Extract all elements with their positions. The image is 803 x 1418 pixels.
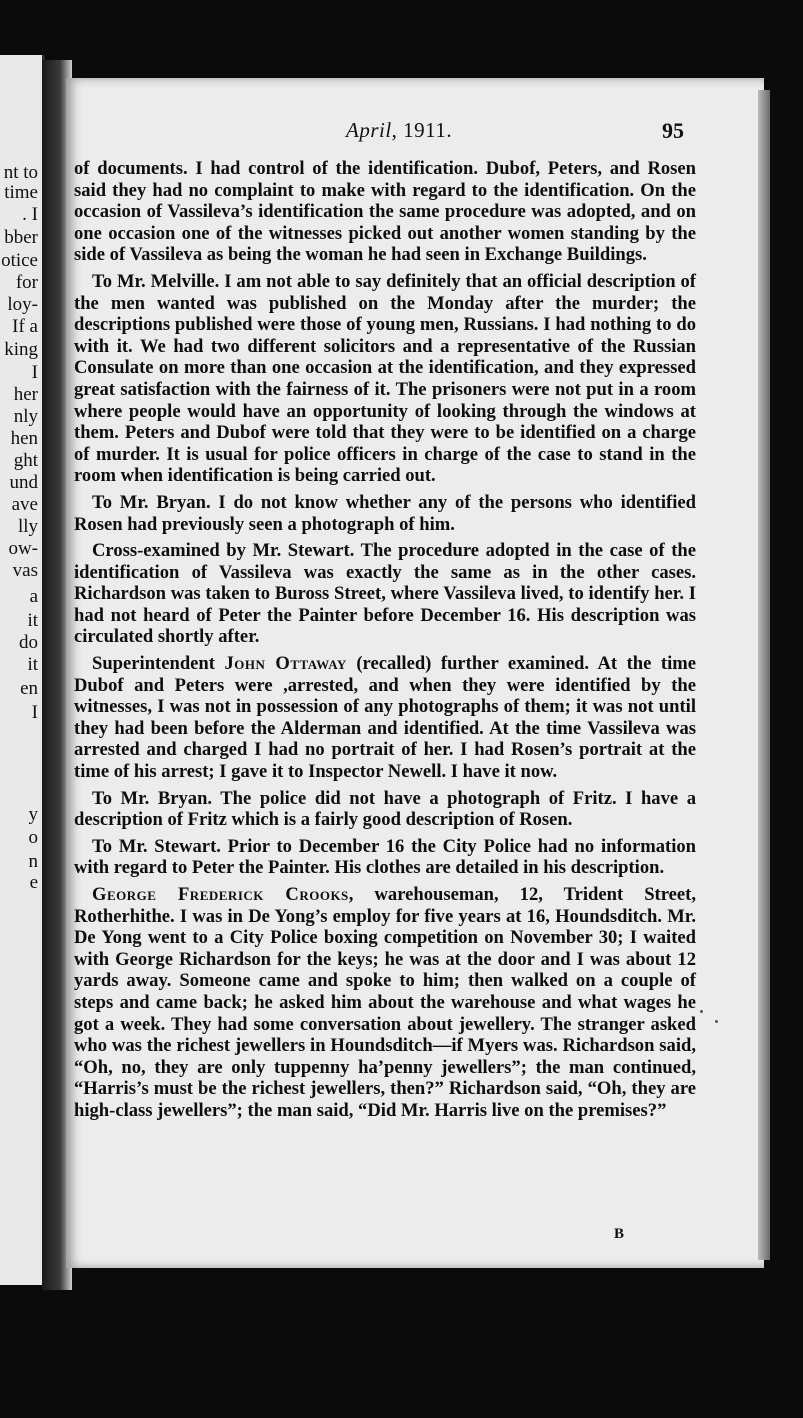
paragraph-6: To Mr. Bryan. The police did not have a photograph of Fritz. I have a description of Fritz which is a fairly good description of Rosen. <box>74 787 696 831</box>
paragraph-5 <box>74 653 696 783</box>
dust-speck <box>700 1010 703 1013</box>
page-number: 95 <box>662 118 684 143</box>
signature-mark: B <box>613 1226 624 1242</box>
facing-page-text-fragment: do <box>19 632 38 653</box>
facing-page-text-fragment: ow- <box>8 538 38 559</box>
facing-page-text-fragment: it <box>27 610 38 631</box>
page-header <box>66 118 764 148</box>
facing-page-text-fragment: king <box>4 339 38 360</box>
facing-page-text-fragment: If a <box>12 316 38 337</box>
paragraph-7: To Mr. Stewart. Prior to December 16 the City Police had no information with regard to Peter the Painter. His clothes are detailed in his description. <box>74 835 696 879</box>
page-body <box>74 158 696 1127</box>
facing-page-text-fragment: it <box>27 654 38 675</box>
witness-name-ottaway: John Ottaway <box>224 653 347 675</box>
paragraph-1: of documents. I had control of the identification. Dubof, Peters, and Rosen said they had no complaint to make with regard to the identification. On the occasion of Vassileva’s identification the same procedure was adopted, and on one occasion one of the witnesses picked out another women standing by the side of Vassileva as being the woman he had seen in Exchange Buildings. <box>74 158 696 266</box>
facing-page-text-fragment: lly <box>17 516 38 537</box>
facing-page-text-fragment: for <box>15 272 38 293</box>
facing-page-text-fragment: I <box>31 362 38 383</box>
header-month: April <box>346 118 392 142</box>
dust-speck <box>715 1020 718 1023</box>
facing-page-text-fragment: hen <box>10 428 38 449</box>
book-page <box>66 78 764 1268</box>
paragraph-3: To Mr. Bryan. I do not know whether any of the persons who identified Rosen had previously seen a photograph of him. <box>74 491 696 535</box>
facing-page-text-fragment: otice <box>1 250 38 271</box>
facing-page-text-fragment: . I <box>22 204 38 225</box>
facing-page-text-fragment: loy- <box>7 294 38 315</box>
facing-page-text-fragment: vas <box>12 560 38 581</box>
facing-page-text-fragment: ght <box>13 450 38 471</box>
page-edge <box>758 90 770 1260</box>
facing-page-text-fragment: o <box>28 827 38 848</box>
header-year: , 1911. <box>391 118 453 142</box>
facing-page-text-fragment: I <box>31 702 38 723</box>
facing-page-text-fragment: und <box>9 472 38 493</box>
facing-page-fragment <box>0 55 45 1285</box>
paragraph-2: To Mr. Melville. I am not able to say definitely that an official description of the men wanted was published on the Monday after the murder; the descriptions published were those of young men, Russians. I had nothing to do with it. We had two different solicitors and a representative of the Russian Consulate on more than one occasion at the identification, and they expressed great satisfaction with the fairness of it. The prisoners were not put in a room where people would have an opportunity of looking through the windows at them. Peters and Dubof were told that they were to be identified on a charge of murder. It is usual for police officers in charge of the case to stand in the room when identification is being carried out. <box>74 270 696 487</box>
facing-page-text-fragment: y <box>28 804 38 825</box>
facing-page-text-fragment: ave <box>11 494 38 515</box>
paragraph-5-text: (recalled) further examined. At the time Dubof and Peters were ,arrested, and when they were identified by the witnesses, I was not in possession of any photographs of them; it was not until they had been before the Alderman and identified. At the time Vassileva was arrested and charged I had no portrait of her. I had Rosen’s portrait at the time of his arrest; I gave it to Inspector Newell. I have it now. <box>74 653 696 783</box>
facing-page-text-fragment: nt to <box>3 162 38 183</box>
facing-page-text-fragment: bber <box>4 227 38 248</box>
paragraph-4: Cross-examined by Mr. Stewart. The procedure adopted in the case of the identification of Vassileva was exactly the same as in the other cases. Richardson was taken to Buross Street, where Vassileva lived, to identify her. I had not heard of Peter the Painter before December 16. His description was circulated shortly after. <box>74 540 696 648</box>
paragraph-8 <box>74 884 696 1122</box>
paragraph-8-text: , warehouseman, 12, Trident Street, Rotherhithe. I was in De Yong’s employ for five years at 16, Houndsditch. Mr. De Yong went to a City Police boxing competition on November 30; I waited with George Richardson for the keys; he was at the door and I was about 12 yards away. Someone came and spoke to him; then walked on a couple of steps and came back; he asked him about the warehouse and what wages he got a week. They had some conversation about jewellery. The stranger asked who was the richest jewellers in Houndsditch—if Myers was. Richardson said, “Oh, no, they are only tuppenny ha’penny jewellers”; the man continued, “Harris’s must be the richest jewellers, then?” Richardson said, “Oh, they are high-class jewellers”; the man said, “Did Mr. Harris live on the premises?” <box>74 884 696 1121</box>
facing-page-text-fragment: nly <box>13 406 38 427</box>
witness-name-crooks: George Frederick Crooks <box>92 884 349 905</box>
running-head <box>346 118 452 143</box>
facing-page-text-fragment: n <box>28 851 38 872</box>
facing-page-text-fragment: her <box>13 384 38 405</box>
facing-page-text-fragment: en <box>20 678 38 699</box>
facing-page-text-fragment: time <box>4 182 38 203</box>
facing-page-text-fragment: a <box>29 586 38 607</box>
facing-page-text-fragment: e <box>29 872 38 893</box>
paragraph-5-lead: Superintendent <box>92 653 225 675</box>
